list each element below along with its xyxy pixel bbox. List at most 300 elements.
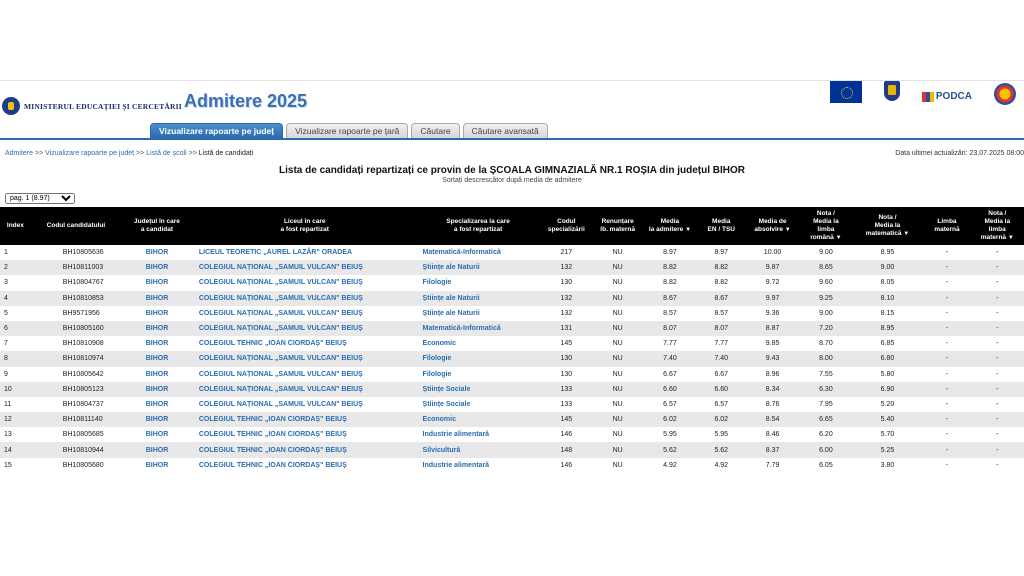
cell-county-link[interactable]: BIHOR (145, 294, 169, 302)
cell-graduation-average: 9.36 (765, 309, 780, 317)
table-row (0, 306, 1024, 321)
cell-spec-code: 130 (540, 351, 593, 366)
cell-county-link[interactable]: BIHOR (145, 279, 169, 287)
cell-graduation-average: 10.00 (763, 249, 782, 257)
cell-highschool-link[interactable]: COLEGIUL NAȚIONAL „SAMUIL VULCAN" BEIUȘ (198, 294, 363, 302)
cell-specialization-link[interactable]: Industrie alimentară (422, 461, 490, 469)
cell-mother-tongue-grade: - (996, 340, 999, 348)
cell-candidate-code: BH10810944 (31, 442, 121, 457)
cell-math-grade: 8.15 (880, 309, 895, 317)
cell-graduation-average: 8.54 (745, 412, 800, 427)
cell-specialization (417, 336, 540, 351)
cell-candidate-code: BH10810853 (31, 291, 121, 306)
cell-county-link[interactable]: BIHOR (145, 370, 169, 378)
col-mother-tongue-grade[interactable] (971, 207, 1024, 245)
table-row (0, 382, 1024, 397)
breadcrumb-bar (0, 150, 1024, 164)
col-nlm-line3: limba (988, 226, 1006, 233)
cell-mother-tongue: - (945, 461, 949, 469)
cell-index: 1 (4, 249, 8, 257)
col-lm-line1: Limba (937, 218, 957, 225)
cell-index: 12 (0, 412, 31, 427)
cell-math-grade: 5.70 (880, 431, 895, 439)
col-spec-code-line1: Codul (557, 218, 576, 225)
cell-en-average: 8.07 (698, 321, 745, 336)
cell-highschool-link[interactable]: COLEGIUL NAȚIONAL „SAMUIL VULCAN" BEIUȘ (198, 325, 363, 333)
cell-spec-code: 132 (540, 260, 593, 275)
cell-specialization (417, 245, 540, 260)
cell-county-link[interactable]: BIHOR (145, 264, 169, 272)
cell-math-grade: 6.90 (852, 382, 924, 397)
cell-en-average: 5.95 (714, 431, 729, 439)
cell-index: 2 (0, 260, 31, 275)
cell-romanian-grade: 6.30 (800, 382, 851, 397)
cell-county-link[interactable]: BIHOR (145, 385, 169, 393)
col-en-average[interactable] (698, 207, 745, 245)
cell-county-link[interactable]: BIHOR (145, 309, 169, 317)
government-logo (884, 81, 900, 101)
cell-specialization-link[interactable]: Industrie alimentară (422, 431, 490, 439)
col-graduation-average[interactable] (745, 207, 800, 245)
col-en-line2: EN / TSU (707, 226, 735, 233)
cell-mother-tongue: - (945, 431, 949, 439)
table-row (0, 412, 1024, 427)
ministry-name: MINISTERUL EDUCAȚIEI ȘI CERCETĂRII (24, 101, 182, 111)
cell-highschool (193, 397, 417, 412)
cell-en-average: 6.57 (714, 400, 729, 408)
col-ro-line2: Media la (813, 218, 839, 225)
cell-admission-average: 7.77 (663, 340, 677, 348)
cell-highschool-link[interactable]: COLEGIUL TEHNIC „IOAN CIORDAȘ" BEIUȘ (198, 461, 347, 469)
cell-highschool-link[interactable]: COLEGIUL NAȚIONAL „SAMUIL VULCAN" BEIUȘ (198, 355, 363, 363)
cell-county-link[interactable]: BIHOR (145, 400, 169, 408)
cell-index: 11 (4, 400, 12, 408)
cell-specialization (417, 291, 540, 306)
cell-renunciation: NU (593, 382, 642, 397)
cell-candidate-code: BH10804767 (62, 279, 104, 287)
cell-candidate-code: BH10805642 (62, 370, 104, 378)
cell-specialization (417, 382, 540, 397)
col-candidate-code[interactable]: Codul candidatului (31, 207, 121, 245)
eu-logo (830, 81, 862, 103)
cell-admission-average: 4.92 (663, 461, 677, 469)
col-adm-line2: la admitere (648, 226, 684, 233)
sort-down-icon: ▼ (835, 235, 842, 241)
cell-mother-tongue-grade: - (996, 431, 999, 439)
cell-specialization-link[interactable]: Științe ale Naturii (422, 294, 480, 302)
cell-spec-code: 146 (560, 431, 573, 439)
cell-index: 8 (0, 351, 31, 366)
cell-renunciation: NU (612, 431, 623, 439)
cell-spec-code: 146 (560, 461, 573, 469)
cell-admission-average: 8.67 (642, 291, 697, 306)
col-ro-line4: română (810, 234, 834, 241)
table-row (0, 397, 1024, 412)
table-row (0, 275, 1024, 290)
cell-spec-code: 217 (560, 249, 573, 257)
col-abs-line2: absolvire (754, 226, 783, 233)
col-lm-line2: maternă (934, 226, 960, 233)
tab-search[interactable]: Căutare (411, 123, 459, 138)
cell-county (121, 442, 193, 457)
cell-specialization (417, 442, 540, 457)
instrumente-burst-icon (994, 83, 1016, 105)
cell-graduation-average: 9.97 (745, 291, 800, 306)
breadcrumb-county-reports[interactable]: Vizualizare rapoarte pe județ (45, 150, 135, 157)
cell-graduation-average: 8.87 (745, 321, 800, 336)
cell-renunciation: NU (593, 442, 642, 457)
cell-admission-average: 8.97 (663, 249, 677, 257)
cell-specialization-link[interactable]: Filologie (422, 355, 452, 363)
cell-graduation-average: 8.37 (745, 442, 800, 457)
cell-specialization-link[interactable]: Științe ale Naturii (422, 264, 480, 272)
cell-specialization-link[interactable]: Științe Sociale (422, 385, 471, 393)
col-renunciation[interactable] (593, 207, 642, 245)
cell-highschool-link[interactable]: COLEGIUL NAȚIONAL „SAMUIL VULCAN" BEIUȘ (198, 385, 363, 393)
cell-county (121, 306, 193, 321)
pager (5, 187, 1024, 205)
cell-spec-code: 133 (540, 382, 593, 397)
cell-romanian-grade: 8.65 (800, 260, 851, 275)
cell-candidate-code: BH10811140 (31, 412, 121, 427)
cell-romanian-grade: 6.20 (819, 431, 833, 439)
eu-flag-icon (830, 81, 862, 103)
tab-advanced-search[interactable]: Căutare avansată (463, 123, 548, 138)
cell-renunciation: NU (612, 370, 623, 378)
col-mother-tongue[interactable] (923, 207, 970, 245)
cell-romanian-grade: 6.65 (800, 412, 851, 427)
cell-highschool (193, 321, 417, 336)
cell-renunciation: NU (593, 412, 642, 427)
cell-county-link[interactable]: BIHOR (145, 325, 169, 333)
ministry-logo[interactable] (2, 97, 182, 115)
cell-candidate-code: BH9571956 (62, 309, 100, 317)
table-header-row (0, 207, 1024, 245)
site-header (0, 80, 1024, 138)
top-blank-area (0, 0, 1024, 80)
col-renunciation-line1: Renunțare (601, 218, 634, 225)
cell-highschool (193, 412, 417, 427)
table-row (0, 321, 1024, 336)
cell-mother-tongue-grade: - (971, 412, 1024, 427)
cell-highschool-link[interactable]: COLEGIUL NAȚIONAL „SAMUIL VULCAN" BEIUȘ (198, 370, 363, 378)
cell-highschool-link[interactable]: LICEUL TEORETIC „AUREL LAZĂR" ORADEA (198, 249, 353, 257)
cell-admission-average: 5.95 (663, 431, 677, 439)
cell-mother-tongue-grade: - (971, 260, 1024, 275)
col-spec-code[interactable] (540, 207, 593, 245)
cell-en-average: 6.67 (714, 370, 729, 378)
cell-mother-tongue: - (923, 260, 970, 275)
cell-mother-tongue-grade: - (971, 351, 1024, 366)
cell-highschool (193, 306, 417, 321)
cell-renunciation: NU (593, 321, 642, 336)
cell-candidate-code: BH10805680 (62, 461, 104, 469)
cell-specialization (417, 275, 540, 290)
table-row (0, 351, 1024, 366)
cell-math-grade: 8.95 (880, 249, 895, 257)
cell-county (121, 367, 193, 382)
cell-index: 10 (0, 382, 31, 397)
cell-county-link[interactable]: BIHOR (145, 340, 169, 348)
col-spec-code-line2: specializării (547, 226, 585, 233)
cell-highschool-link[interactable]: COLEGIUL TEHNIC „IOAN CIORDAȘ" BEIUȘ (198, 431, 347, 439)
cell-en-average: 8.67 (698, 291, 745, 306)
table-body (0, 245, 1024, 473)
cell-candidate-code: BH10810908 (62, 340, 104, 348)
cell-mother-tongue-grade: - (971, 321, 1024, 336)
cell-mother-tongue-grade: - (996, 400, 999, 408)
cell-admission-average: 8.82 (663, 279, 677, 287)
cell-graduation-average: 9.72 (765, 279, 780, 287)
cell-specialization-link[interactable]: Economic (422, 416, 456, 424)
cell-admission-average: 6.60 (642, 382, 697, 397)
instrumente-logo (994, 81, 1016, 105)
col-spec-line1: Specializarea la care (446, 218, 510, 225)
cell-candidate-code: BH10805636 (62, 249, 104, 257)
cell-romanian-grade: 9.60 (819, 279, 833, 287)
cell-county (121, 458, 193, 473)
cell-highschool (193, 351, 417, 366)
cell-highschool (193, 260, 417, 275)
breadcrumb (5, 150, 253, 157)
cell-spec-code: 133 (560, 400, 573, 408)
cell-specialization-link[interactable]: Silvicultură (422, 446, 461, 454)
cell-mother-tongue: - (945, 400, 949, 408)
cell-highschool-link[interactable]: COLEGIUL TEHNIC „IOAN CIORDAȘ" BEIUȘ (198, 446, 347, 454)
breadcrumb-admitere[interactable]: Admitere (5, 150, 34, 157)
cell-graduation-average: 8.96 (765, 370, 780, 378)
report-tabs (150, 123, 548, 138)
cell-specialization-link[interactable]: Economic (422, 340, 456, 348)
cell-highschool (193, 442, 417, 457)
sort-down-icon: ▼ (903, 231, 910, 237)
cell-mother-tongue-grade: - (996, 309, 999, 317)
col-county-line2: a candidat (140, 226, 174, 233)
cell-specialization (417, 321, 540, 336)
cell-highschool (193, 275, 417, 290)
col-county-line1: Județul în care (134, 218, 180, 225)
cell-mother-tongue: - (945, 249, 949, 257)
cell-renunciation: NU (612, 461, 623, 469)
cell-county-link[interactable]: BIHOR (145, 355, 169, 363)
cell-en-average: 8.82 (714, 279, 729, 287)
cell-county-link[interactable]: BIHOR (145, 416, 169, 424)
col-mat-line2: Media la (874, 222, 901, 229)
cell-highschool-link[interactable]: COLEGIUL NAȚIONAL „SAMUIL VULCAN" BEIUȘ (198, 400, 363, 408)
col-index[interactable]: Index (0, 207, 31, 245)
col-math-grade[interactable] (852, 207, 924, 245)
cell-admission-average: 8.57 (663, 309, 677, 317)
cell-county (121, 321, 193, 336)
cell-specialization (417, 397, 540, 412)
col-county[interactable] (121, 207, 193, 245)
cell-renunciation: NU (612, 249, 623, 257)
cell-renunciation: NU (612, 400, 623, 408)
cell-admission-average: 6.57 (663, 400, 677, 408)
cell-county (121, 412, 193, 427)
col-highschool[interactable] (193, 207, 417, 245)
cell-highschool-link[interactable]: COLEGIUL NAȚIONAL „SAMUIL VULCAN" BEIUȘ (198, 309, 363, 317)
cell-spec-code: 130 (560, 279, 573, 287)
cell-county-link[interactable]: BIHOR (145, 431, 169, 439)
col-abs-line1: Media de (758, 218, 787, 225)
table-row (0, 336, 1024, 351)
cell-admission-average: 8.82 (642, 260, 697, 275)
cell-county (121, 397, 193, 412)
cell-mother-tongue: - (945, 279, 949, 287)
app-title: Admitere 2025 (184, 91, 308, 111)
cell-specialization (417, 367, 540, 382)
cell-mother-tongue: - (923, 291, 970, 306)
cell-renunciation: NU (612, 340, 623, 348)
cell-math-grade: 9.00 (852, 260, 924, 275)
cell-mother-tongue-grade: - (996, 461, 999, 469)
cell-county-link[interactable]: BIHOR (145, 461, 169, 469)
col-renunciation-line2: lb. maternă (600, 226, 635, 233)
cell-math-grade: 8.05 (880, 279, 895, 287)
cell-mother-tongue: - (923, 412, 970, 427)
cell-county (121, 291, 193, 306)
cell-spec-code: 132 (560, 309, 573, 317)
sort-down-icon: ▼ (685, 227, 692, 233)
cell-specialization-link[interactable]: Matematică-Informatică (422, 325, 501, 333)
cell-graduation-average: 9.87 (745, 260, 800, 275)
cell-mother-tongue: - (945, 340, 949, 348)
table-row (0, 260, 1024, 275)
cell-graduation-average: 8.34 (745, 382, 800, 397)
cell-math-grade: 5.40 (852, 412, 924, 427)
cell-mother-tongue-grade: - (971, 442, 1024, 457)
col-ro-line3: limba (817, 226, 835, 233)
cell-specialization-link[interactable]: Filologie (422, 370, 452, 378)
cell-math-grade: 8.95 (852, 321, 924, 336)
cell-en-average: 7.77 (714, 340, 729, 348)
cell-graduation-average: 7.79 (765, 461, 780, 469)
tab-country-reports[interactable]: Vizualizare rapoarte pe țară (286, 123, 408, 138)
cell-index: 4 (0, 291, 31, 306)
sort-down-icon: ▼ (1007, 235, 1014, 241)
cell-highschool-link[interactable]: COLEGIUL TEHNIC „IOAN CIORDAȘ" BEIUȘ (198, 340, 347, 348)
cell-romanian-grade: 8.00 (800, 351, 851, 366)
table-row (0, 291, 1024, 306)
col-adm-line1: Media (660, 218, 680, 225)
cell-en-average: 4.92 (714, 461, 729, 469)
cell-en-average: 8.97 (714, 249, 729, 257)
cell-specialization-link[interactable]: Filologie (422, 279, 452, 287)
col-en-line1: Media (712, 218, 731, 225)
cell-admission-average: 7.40 (642, 351, 697, 366)
cell-mother-tongue: - (923, 382, 970, 397)
cell-en-average: 7.40 (698, 351, 745, 366)
cell-specialization-link[interactable]: Științe ale Naturii (422, 309, 480, 317)
cell-specialization (417, 260, 540, 275)
col-romanian-grade[interactable] (800, 207, 851, 245)
cell-en-average: 8.57 (714, 309, 729, 317)
cell-math-grade: 8.10 (852, 291, 924, 306)
cell-mother-tongue: - (945, 370, 949, 378)
cell-highschool-link[interactable]: COLEGIUL NAȚIONAL „SAMUIL VULCAN" BEIUȘ (198, 264, 363, 272)
cell-county (121, 245, 193, 260)
cell-romanian-grade: 9.00 (819, 309, 833, 317)
col-admission-average[interactable] (642, 207, 697, 245)
col-mat-line3: matematică (865, 230, 902, 237)
cell-specialization-link[interactable]: Științe Sociale (422, 400, 471, 408)
cell-mother-tongue-grade: - (996, 279, 999, 287)
cell-index: 14 (0, 442, 31, 457)
cell-romanian-grade: 7.95 (819, 400, 833, 408)
cell-romanian-grade: 6.05 (819, 461, 833, 469)
breadcrumb-school-list[interactable]: Listă de școli (146, 150, 187, 157)
col-specialization[interactable] (417, 207, 540, 245)
cell-spec-code: 131 (540, 321, 593, 336)
cell-renunciation: NU (593, 260, 642, 275)
col-ro-line1: Nota / (816, 210, 835, 217)
cell-en-average: 6.02 (698, 412, 745, 427)
cell-county (121, 427, 193, 442)
col-nlm-line1: Nota / (988, 210, 1007, 217)
breadcrumb-current: Listă de candidați (198, 150, 254, 157)
ministry-crest-icon (2, 97, 20, 115)
tab-county-reports[interactable]: Vizualizare rapoarte pe județ (150, 123, 283, 138)
cell-graduation-average: 8.76 (765, 400, 780, 408)
sort-down-icon: ▼ (784, 227, 791, 233)
cell-math-grade: 5.80 (880, 370, 895, 378)
col-mat-line1: Nota / (878, 214, 897, 221)
government-crest-icon (884, 81, 900, 101)
podca-logo (922, 81, 972, 102)
podca-mark-icon (922, 92, 934, 102)
col-nlm-line2: Media la (984, 218, 1011, 225)
table-row (0, 367, 1024, 382)
cell-county (121, 275, 193, 290)
cell-highschool-link[interactable]: COLEGIUL TEHNIC „IOAN CIORDAȘ" BEIUȘ (198, 416, 347, 424)
cell-index: 15 (4, 461, 12, 469)
cell-math-grade: 5.25 (852, 442, 924, 457)
cell-highschool (193, 458, 417, 473)
cell-spec-code: 145 (560, 340, 573, 348)
page-select[interactable] (5, 193, 75, 204)
col-highschool-line2: a fost repartizat (280, 226, 329, 233)
cell-spec-code: 132 (540, 291, 593, 306)
cell-mother-tongue: - (923, 442, 970, 457)
cell-mother-tongue: - (923, 351, 970, 366)
tab-underline (0, 138, 1024, 140)
cell-county-link[interactable]: BIHOR (145, 446, 169, 454)
cell-renunciation: NU (593, 351, 642, 366)
cell-specialization-link[interactable]: Matematică-Informatică (422, 249, 501, 257)
cell-math-grade: 6.85 (880, 340, 895, 348)
cell-graduation-average: 9.43 (745, 351, 800, 366)
last-update: Data ultimei actualizări: 23.07.2025 08:00 (895, 150, 1024, 157)
cell-renunciation: NU (593, 291, 642, 306)
cell-highschool (193, 336, 417, 351)
col-highschool-line1: Liceul în care (283, 218, 326, 225)
cell-highschool-link[interactable]: COLEGIUL NAȚIONAL „SAMUIL VULCAN" BEIUȘ (198, 279, 363, 287)
cell-spec-code: 145 (540, 412, 593, 427)
cell-county (121, 260, 193, 275)
cell-romanian-grade: 8.70 (819, 340, 833, 348)
cell-county-link[interactable]: BIHOR (145, 249, 169, 257)
cell-mother-tongue: - (923, 321, 970, 336)
cell-highschool (193, 245, 417, 260)
cell-renunciation: NU (612, 279, 623, 287)
page-subtitle: Sortați descrescător după media de admitere (442, 177, 582, 184)
cell-admission-average: 8.07 (642, 321, 697, 336)
cell-highschool (193, 427, 417, 442)
cell-index: 7 (4, 340, 8, 348)
cell-candidate-code: BH10811003 (31, 260, 121, 275)
table-row (0, 458, 1024, 473)
